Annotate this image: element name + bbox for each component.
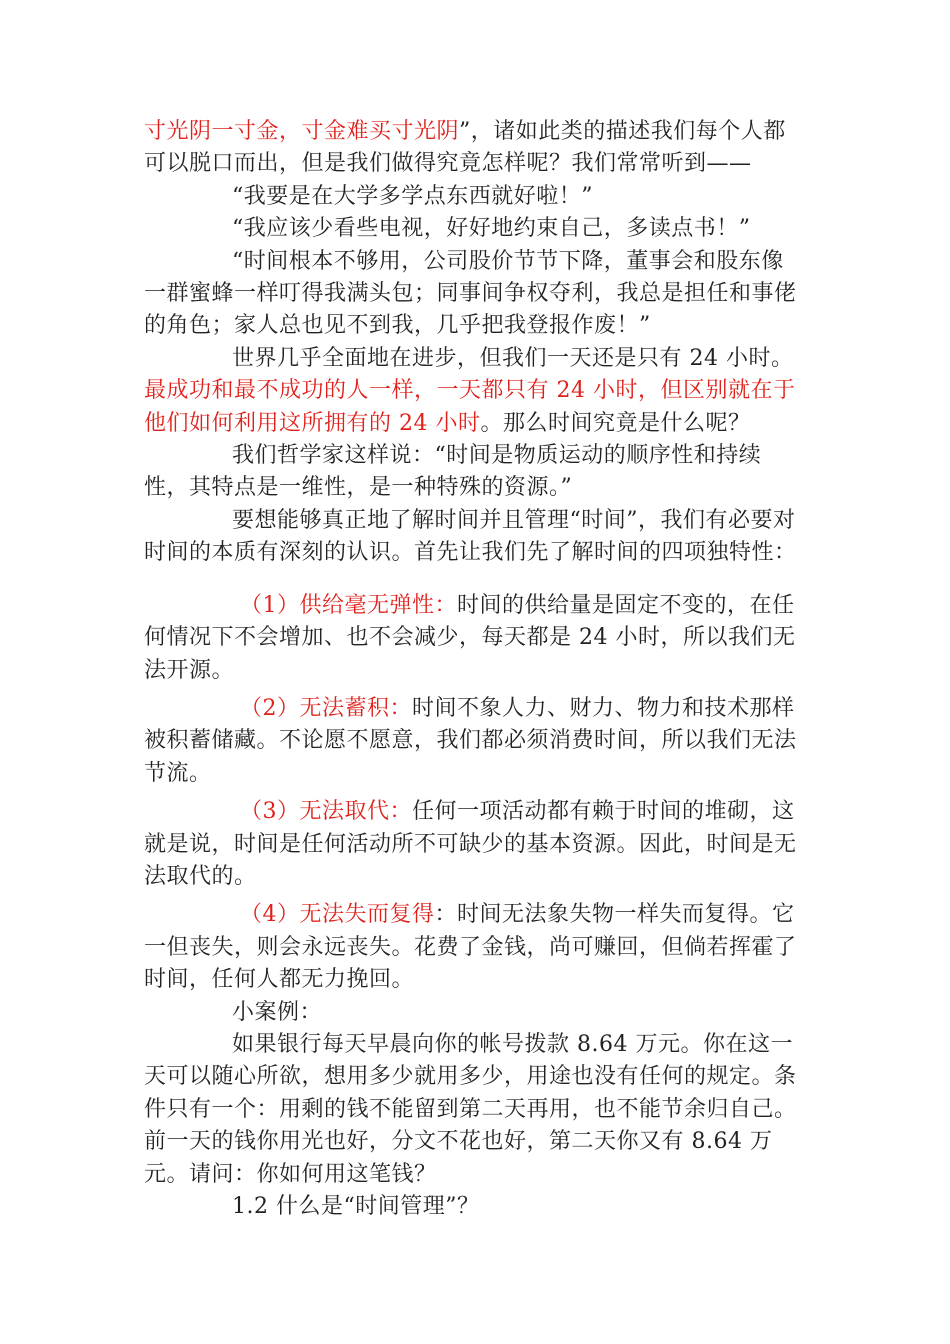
document-body (144, 116, 806, 1223)
paragraph-24-hours (144, 343, 806, 440)
spacer (144, 570, 806, 590)
paragraph-text: 。那么时间究竟是什么呢？ (480, 410, 751, 436)
trait-text: 时间不象人力、财力、物力和技术那样被积蓄储藏。不论愿不愿意，我们都必须消费时间，所以我们无法节流。 (144, 695, 797, 786)
quote-highlight: 寸光阴一寸金，寸金难买寸光阴 (144, 119, 460, 144)
paragraph-text: ”，诸如此类的描述我们每个人都可以脱口而出，但是我们做得究竟怎样呢？我们常常听到—— (144, 119, 786, 177)
trait-label: （1）供给毫无弹性： (240, 592, 457, 618)
paragraph-philosophy: 我们哲学家这样说：“时间是物质运动的顺序性和持续性，其特点是一维性，是一种特殊的资源。” (144, 443, 762, 501)
trait-label: （4）无法失而复得 (240, 902, 435, 928)
trait-label: （3）无法取代： (240, 799, 412, 825)
key-point-highlight: 最成功和最不成功的人一样，一天都只有 24 小时，但区别就在于他们如何利用这所拥有的 24 小时 (144, 378, 796, 436)
paragraph-intro-traits: 要想能够真正地了解时间并且管理“时间”，我们有必要对时间的本质有深刻的认识。首先让我们先了解时间的四项独特性： (144, 507, 797, 566)
case-title: 小案例： (232, 999, 323, 1025)
trait-text: 任何一项活动都有赖于时间的堆砌，这就是说，时间是任何活动所不可缺少的基本资源。因此，时间是无法取代的。 (144, 799, 797, 889)
trait-item (144, 693, 806, 790)
quote-line: “时间根本不够用，公司股价节节下降，董事会和股东像一群蜜蜂一样叮得我满头包；同事间争权夺利，我总是担任和事佬的角色；家人总也见不到我，几乎把我登报作废！” (144, 248, 797, 339)
case-body: 如果银行每天早晨向你的帐号拨款 8.64 万元。你在这一天可以随心所欲，想用多少就用多少，用途也没有任何的规定。条件只有一个：用剩的钱不能留到第二天再用，也不能节余归自己。前一天的钱你用光也好，分文不花也好，第二天你又有 8.64 万元。请问：你如何用这笔钱？ (144, 1031, 797, 1187)
trait-label: （2）无法蓄积： (240, 695, 412, 721)
quote-line: “我要是在大学多学点东西就好啦！” (232, 183, 593, 209)
trait-item (144, 796, 806, 893)
trait-text: 时间的供给量是固定不变的，在任何情况下不会增加、也不会减少，每天都是 24 小时，所以我们无法开源。 (144, 592, 796, 683)
paragraph-text: 世界几乎全面地在进步，但我们一天还是只有 24 小时。 (232, 345, 794, 371)
trait-item (144, 899, 806, 996)
section-heading: 1.2 什么是“时间管理”？ (232, 1194, 480, 1219)
quote-line: “我应该少看些电视，好好地约束自己，多读点书！” (232, 216, 751, 242)
trait-item (144, 590, 806, 687)
trait-text: ：时间无法象失物一样失而复得。它一但丧失，则会永远丧失。花费了金钱，尚可赚回，但倘若挥霍了时间，任何人都无力挽回。 (144, 902, 797, 993)
paragraph-opening (144, 116, 806, 181)
